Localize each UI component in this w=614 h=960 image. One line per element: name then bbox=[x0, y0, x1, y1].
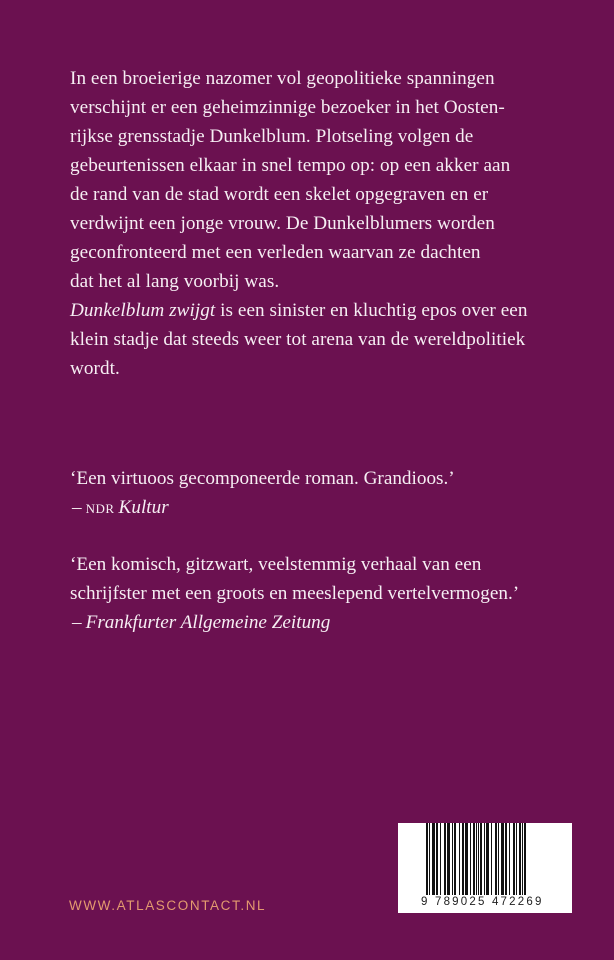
quote-source-name: Frankfurter Allgemeine Zeitung bbox=[85, 612, 331, 633]
quote-dash: – bbox=[72, 497, 82, 518]
blurb-line: verdwijnt een jonge vrouw. De Dunkelblumers worden bbox=[70, 213, 495, 234]
review-quote-ndr bbox=[70, 464, 590, 522]
blurb-line-title bbox=[70, 296, 570, 325]
book-title-italic: Dunkelblum zwijgt bbox=[70, 300, 216, 321]
blurb-line: dat het al lang voorbij was. bbox=[70, 271, 280, 292]
quote-source-abbrev: ndr bbox=[85, 497, 115, 518]
quote-text: ‘Een virtuoos gecomponeerde roman. Grandioos.’ bbox=[70, 468, 455, 489]
publisher-website: WWW.ATLASCONTACT.NL bbox=[69, 898, 267, 913]
blurb-line: verschijnt er een geheimzinnige bezoeker in het Oosten- bbox=[70, 97, 505, 118]
review-quote-faz bbox=[70, 550, 590, 637]
quote-dash: – bbox=[72, 612, 82, 633]
blurb-line: In een broeierige nazomer vol geopolitieke spanningen bbox=[70, 68, 495, 89]
isbn-barcode bbox=[398, 823, 572, 913]
blurb-line: klein stadje dat steeds weer tot arena van de wereldpolitiek bbox=[70, 329, 526, 350]
quote-source bbox=[70, 493, 590, 522]
quote-source-name: Kultur bbox=[118, 497, 169, 518]
blurb-line: rijkse grensstadje Dunkelblum. Plotseling volgen de bbox=[70, 126, 474, 147]
blurb-line: gebeurtenissen elkaar in snel tempo op: op een akker aan bbox=[70, 155, 511, 176]
blurb-line-rest: is een sinister en kluchtig epos over een bbox=[215, 300, 528, 321]
quote-source bbox=[70, 608, 590, 637]
blurb-line: wordt. bbox=[70, 358, 120, 379]
blurb-text bbox=[70, 64, 570, 383]
quote-text: ‘Een komisch, gitzwart, veelstemmig verhaal van een bbox=[70, 554, 482, 575]
isbn-number: 9 789025 472269 bbox=[421, 896, 544, 908]
blurb-line: geconfronteerd met een verleden waarvan ze dachten bbox=[70, 242, 481, 263]
blurb-line: de rand van de stad wordt een skelet opgegraven en er bbox=[70, 184, 489, 205]
quote-text: schrijfster met een groots en meeslepend vertelvermogen.’ bbox=[70, 583, 520, 604]
barcode-bars bbox=[426, 823, 550, 903]
